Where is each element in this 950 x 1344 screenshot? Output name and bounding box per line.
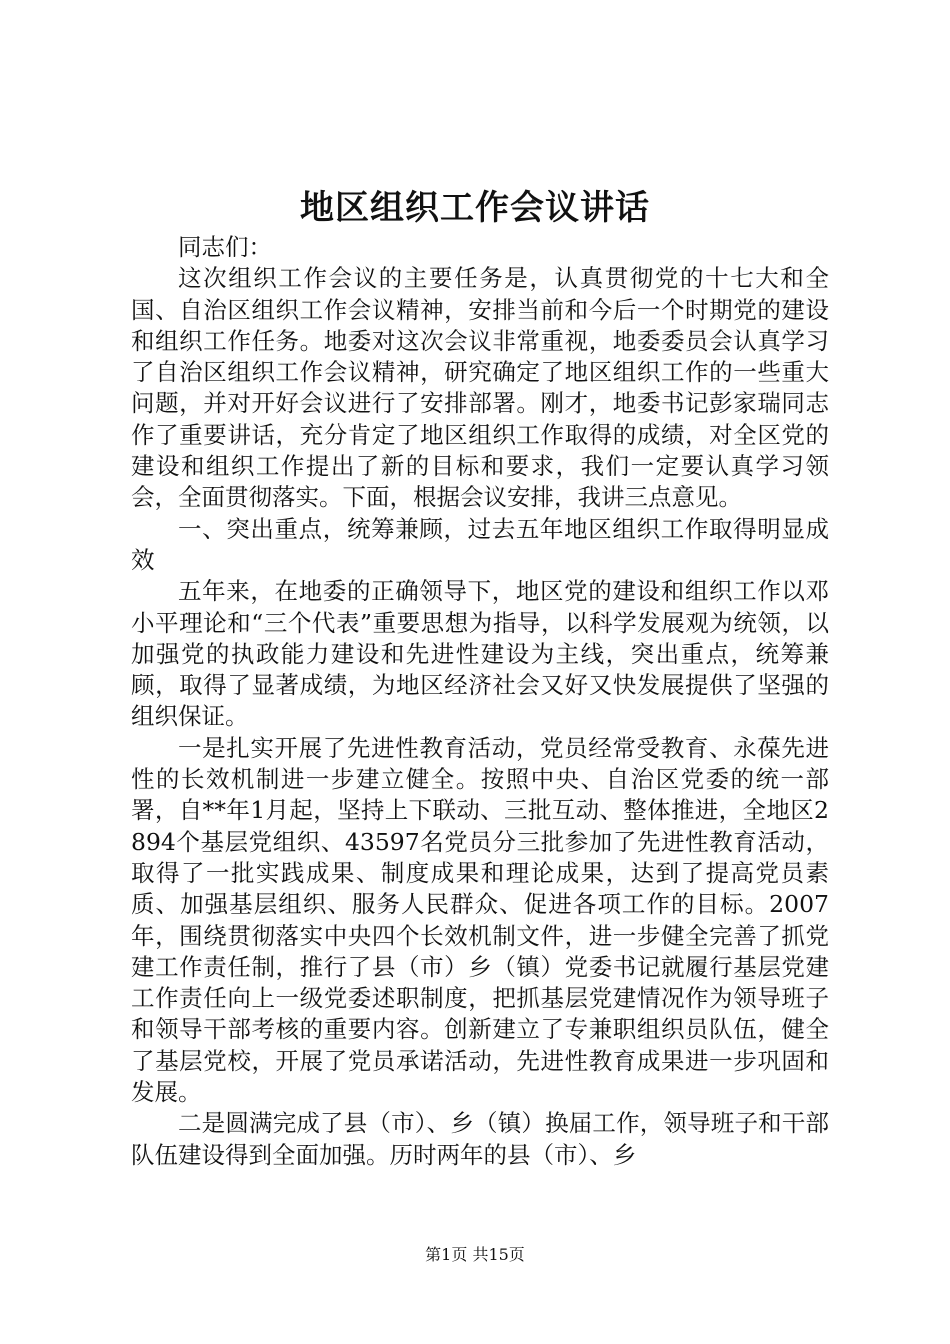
page-number-footer: 第1页 共15页 — [425, 1245, 525, 1264]
document-title: 地区组织工作会议讲话 — [300, 188, 650, 228]
body-paragraph: 二是圆满完成了县（市）、乡（镇）换届工作，领导班子和干部队伍建设得到全面加强。历时两年的县（市）、乡 — [131, 1109, 829, 1169]
body-paragraph: 一是扎实开展了先进性教育活动，党员经常受教育、永葆先进性的长效机制进一步建立健全。按照中央、自治区党委的统一部署，自**年1月起，坚持上下联动、三批互动、整体推进，全地区2894个基层党组织、43597名党员分三批参加了先进性教育活动，取得了一批实践成果、制度成果和理论成果，达到了提高党员素质、加强基层组织、服务人民群众、促进各项工作的目标。2007年，围绕贯彻落实中央四个长效机制文件，进一步健全完善了抓党建工作责任制，推行了县（市）乡（镇）党委书记就履行基层党建工作责任向上一级党委述职制度，把抓基层党建情况作为领导班子和领导干部考核的重要内容。创新建立了专兼职组织员队伍，健全了基层党校，开展了党员承诺活动，先进性教育成果进一步巩固和发展。 — [131, 733, 829, 1107]
document-body — [131, 232, 829, 1171]
body-paragraph: 五年来，在地委的正确领导下，地区党的建设和组织工作以邓小平理论和“三个代表”重要思想为指导，以科学发展观为统领，以加强党的执政能力建设和先进性建设为主线，突出重点，统筹兼顾，取得了显著成绩，为地区经济社会又好又快发展提供了坚强的组织保证。 — [131, 577, 829, 731]
intro-paragraph: 这次组织工作会议的主要任务是，认真贯彻党的十七大和全国、自治区组织工作会议精神，安排当前和今后一个时期党的建设和组织工作任务。地委对这次会议非常重视，地委委员会认真学习了自治区组织工作会议精神，研究确定了地区组织工作的一些重大问题，并对开好会议进行了安排部署。刚才，地委书记彭家瑞同志作了重要讲话，充分肯定了地区组织工作取得的成绩，对全区党的建设和组织工作提出了新的目标和要求，我们一定要认真学习领会，全面贯彻落实。下面，根据会议安排，我讲三点意见。 — [131, 264, 829, 512]
section-heading-1: 一、突出重点，统筹兼顾，过去五年地区组织工作取得明显成效 — [131, 514, 829, 574]
salutation-paragraph: 同志们： — [178, 233, 272, 261]
